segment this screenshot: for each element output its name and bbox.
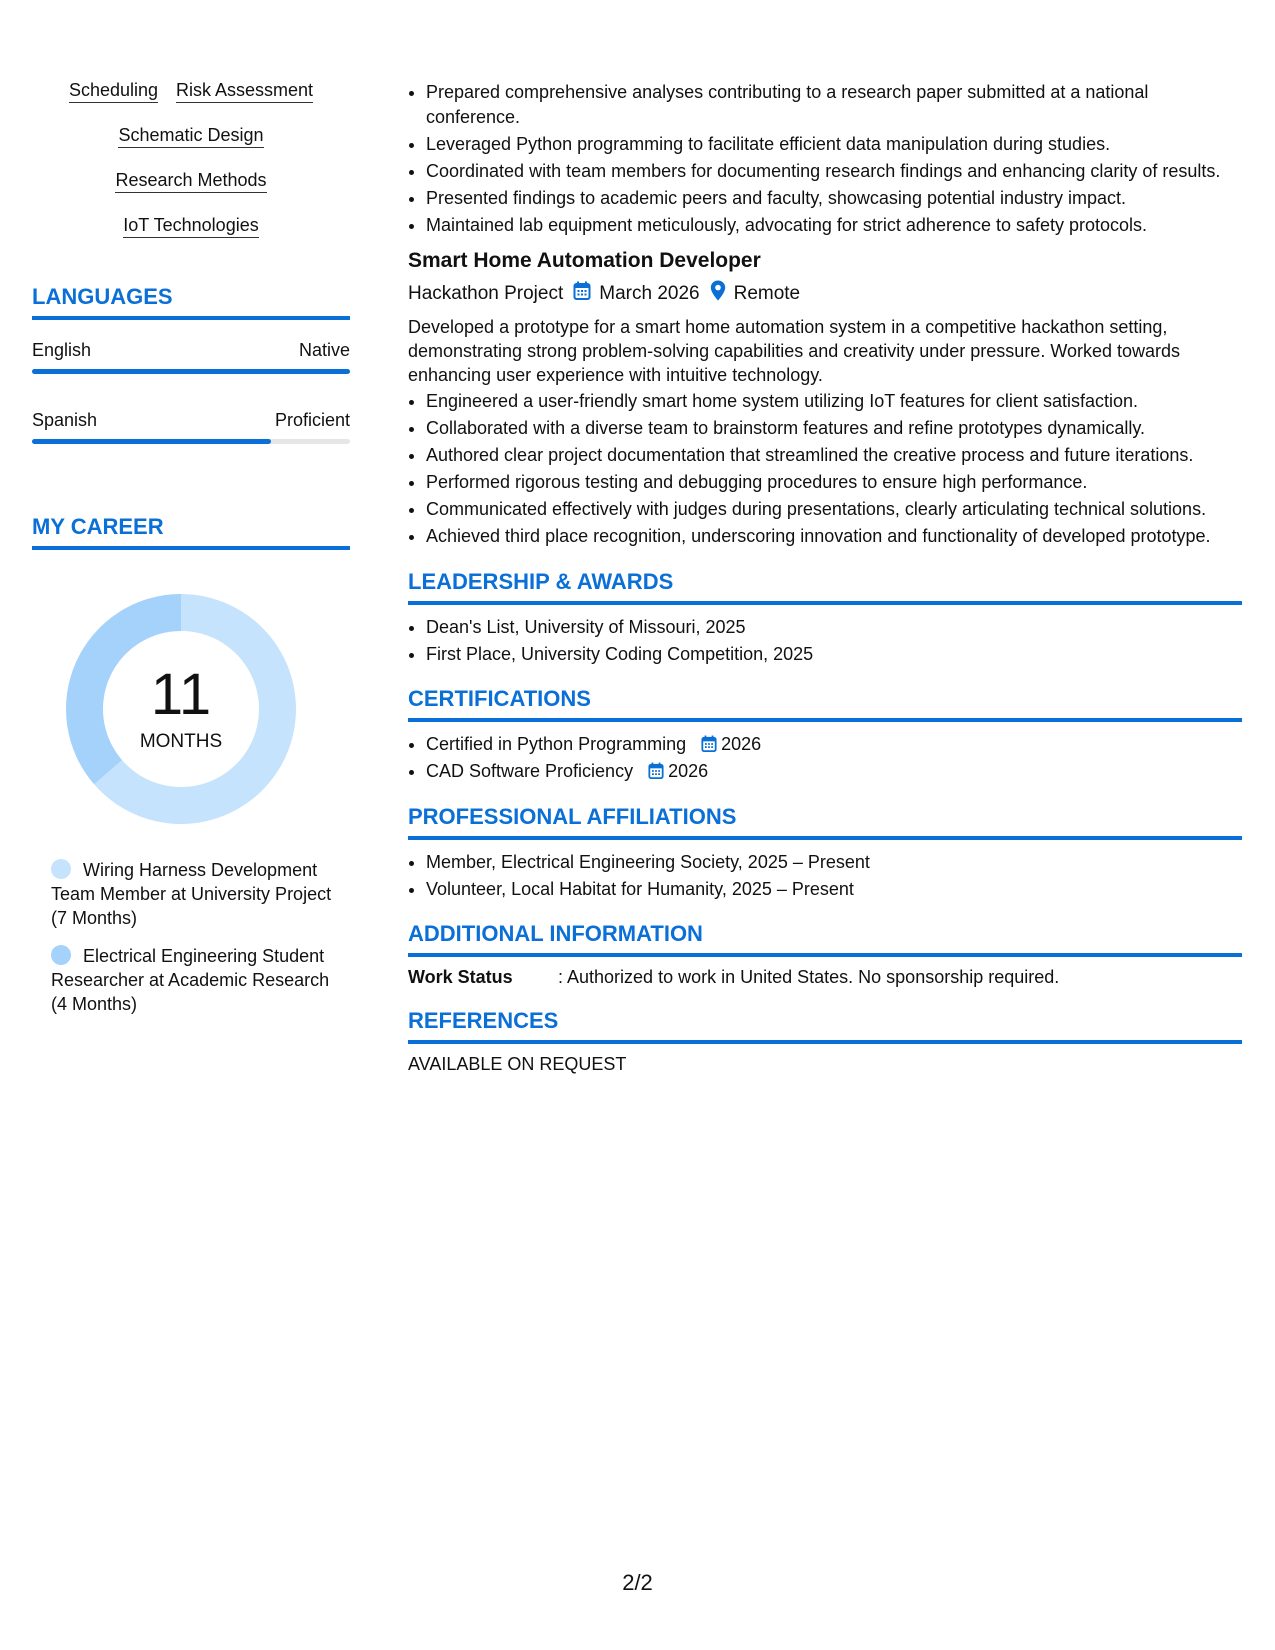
career-item xyxy=(51,858,332,930)
job-date: March 2026 xyxy=(599,282,700,304)
calendar-icon xyxy=(701,735,717,753)
list-item: • Dean's List, University of Missouri, 2025 xyxy=(426,615,1242,640)
language-name: English xyxy=(32,340,92,360)
skills-row xyxy=(32,125,350,148)
skills-list xyxy=(32,80,350,238)
list-item: • Member, Electrical Engineering Society, 2025 – Present xyxy=(426,850,1242,875)
career-item xyxy=(51,944,332,1016)
list-item xyxy=(426,759,1242,784)
language-bar-fill xyxy=(32,439,271,444)
affiliations-heading: PROFESSIONAL AFFILIATIONS xyxy=(408,804,1242,840)
list-item: • Maintained lab equipment meticulously, advocating for strict adherence to safety protocols. xyxy=(426,213,1242,238)
list-item: • Achieved third place recognition, underscoring innovation and functionality of developed prototype. xyxy=(426,524,1242,549)
list-item: • Prepared comprehensive analyses contributing to a research paper submitted at a national conference. xyxy=(426,80,1242,129)
job-description: Developed a prototype for a smart home automation system in a competitive hackathon setting, demonstrating strong problem-solving capabilities and creativity under pressure. Worked towards enhancing user experience with intuitive technology. xyxy=(408,317,1181,385)
leadership-heading: LEADERSHIP & AWARDS xyxy=(408,569,1242,605)
career-legend xyxy=(32,858,332,1016)
language-name: Spanish xyxy=(32,410,98,430)
list-item: • Communicated effectively with judges during presentations, clearly articulating technical solutions. xyxy=(426,497,1242,522)
certifications-heading: CERTIFICATIONS xyxy=(408,686,1242,722)
certifications-list xyxy=(408,732,1242,784)
list-item: • Coordinated with team members for documenting research findings and enhancing clarity of results. xyxy=(426,159,1242,184)
cert-year: 2026 xyxy=(721,734,762,754)
list-item: • Presented findings to academic peers and faculty, showcasing potential industry impact. xyxy=(426,186,1242,211)
affiliations-list xyxy=(408,850,1242,902)
list-item: • Performed rigorous testing and debugging procedures to ensure high performance. xyxy=(426,470,1242,495)
map-pin-icon xyxy=(710,280,726,307)
cert-name: CAD Software Proficiency xyxy=(426,761,634,781)
skills-row xyxy=(32,215,350,238)
leadership-list xyxy=(408,615,1242,667)
previous-job-bullets xyxy=(408,80,1242,237)
list-item: • Engineered a user-friendly smart home system utilizing IoT features for client satisfaction. xyxy=(426,389,1242,414)
cert-year: 2026 xyxy=(668,761,709,781)
work-status-row xyxy=(408,967,1242,988)
skill-tag: Scheduling xyxy=(69,80,158,103)
calendar-icon xyxy=(648,762,664,780)
list-item: • First Place, University Coding Competition, 2025 xyxy=(426,642,1242,667)
job-org: Hackathon Project xyxy=(408,282,564,304)
language-item xyxy=(32,410,350,444)
cert-date xyxy=(648,761,708,781)
calendar-icon xyxy=(573,281,591,307)
references-text: AVAILABLE ON REQUEST xyxy=(408,1054,627,1074)
job-title: Smart Home Automation Developer xyxy=(408,249,761,272)
career-item-label: Electrical Engineering Student Researcher at Academic Research (4 Months) xyxy=(51,946,330,1014)
job-meta xyxy=(408,280,1242,307)
career-item-label: Wiring Harness Development Team Member at University Project (7 Months) xyxy=(51,860,332,928)
list-item: • Authored clear project documentation that streamlined the creative process and future iterations. xyxy=(426,443,1242,468)
languages-heading: LANGUAGES xyxy=(32,284,350,320)
page-number: 2/2 xyxy=(622,1570,653,1595)
language-bar-fill xyxy=(32,369,350,374)
language-bar xyxy=(32,369,350,374)
main-column xyxy=(408,80,1242,1075)
references-heading: REFERENCES xyxy=(408,1008,1242,1044)
list-item: • Collaborated with a diverse team to brainstorm features and refine prototypes dynamically. xyxy=(426,416,1242,441)
skills-row xyxy=(32,80,350,103)
language-level: Proficient xyxy=(274,410,350,430)
language-item xyxy=(32,340,350,374)
job-location: Remote xyxy=(733,282,801,304)
cert-date xyxy=(701,734,761,754)
skills-row xyxy=(32,170,350,193)
work-status-value: : Authorized to work in United States. No sponsorship required. xyxy=(558,967,1060,987)
language-bar xyxy=(32,439,350,444)
skill-tag: Research Methods xyxy=(115,170,266,193)
skill-tag: Risk Assessment xyxy=(176,80,313,103)
career-heading: MY CAREER xyxy=(32,514,350,550)
career-total-number: 11 xyxy=(150,662,212,727)
cert-name: Certified in Python Programming xyxy=(426,734,687,754)
work-status-label: Work Status xyxy=(408,967,513,987)
list-item xyxy=(426,732,1242,757)
skill-tag: IoT Technologies xyxy=(123,215,258,238)
career-donut xyxy=(66,594,296,824)
job-bullets xyxy=(408,389,1242,549)
left-column xyxy=(32,80,350,1016)
skill-tag: Schematic Design xyxy=(118,125,263,148)
additional-info-heading: ADDITIONAL INFORMATION xyxy=(408,921,1242,957)
language-level: Native xyxy=(298,340,350,360)
career-dot xyxy=(51,859,71,879)
career-total-unit: MONTHS xyxy=(139,731,223,752)
career-dot xyxy=(51,945,71,965)
list-item: • Leveraged Python programming to facilitate efficient data manipulation during studies. xyxy=(426,132,1242,157)
list-item: • Volunteer, Local Habitat for Humanity, 2025 – Present xyxy=(426,877,1242,902)
